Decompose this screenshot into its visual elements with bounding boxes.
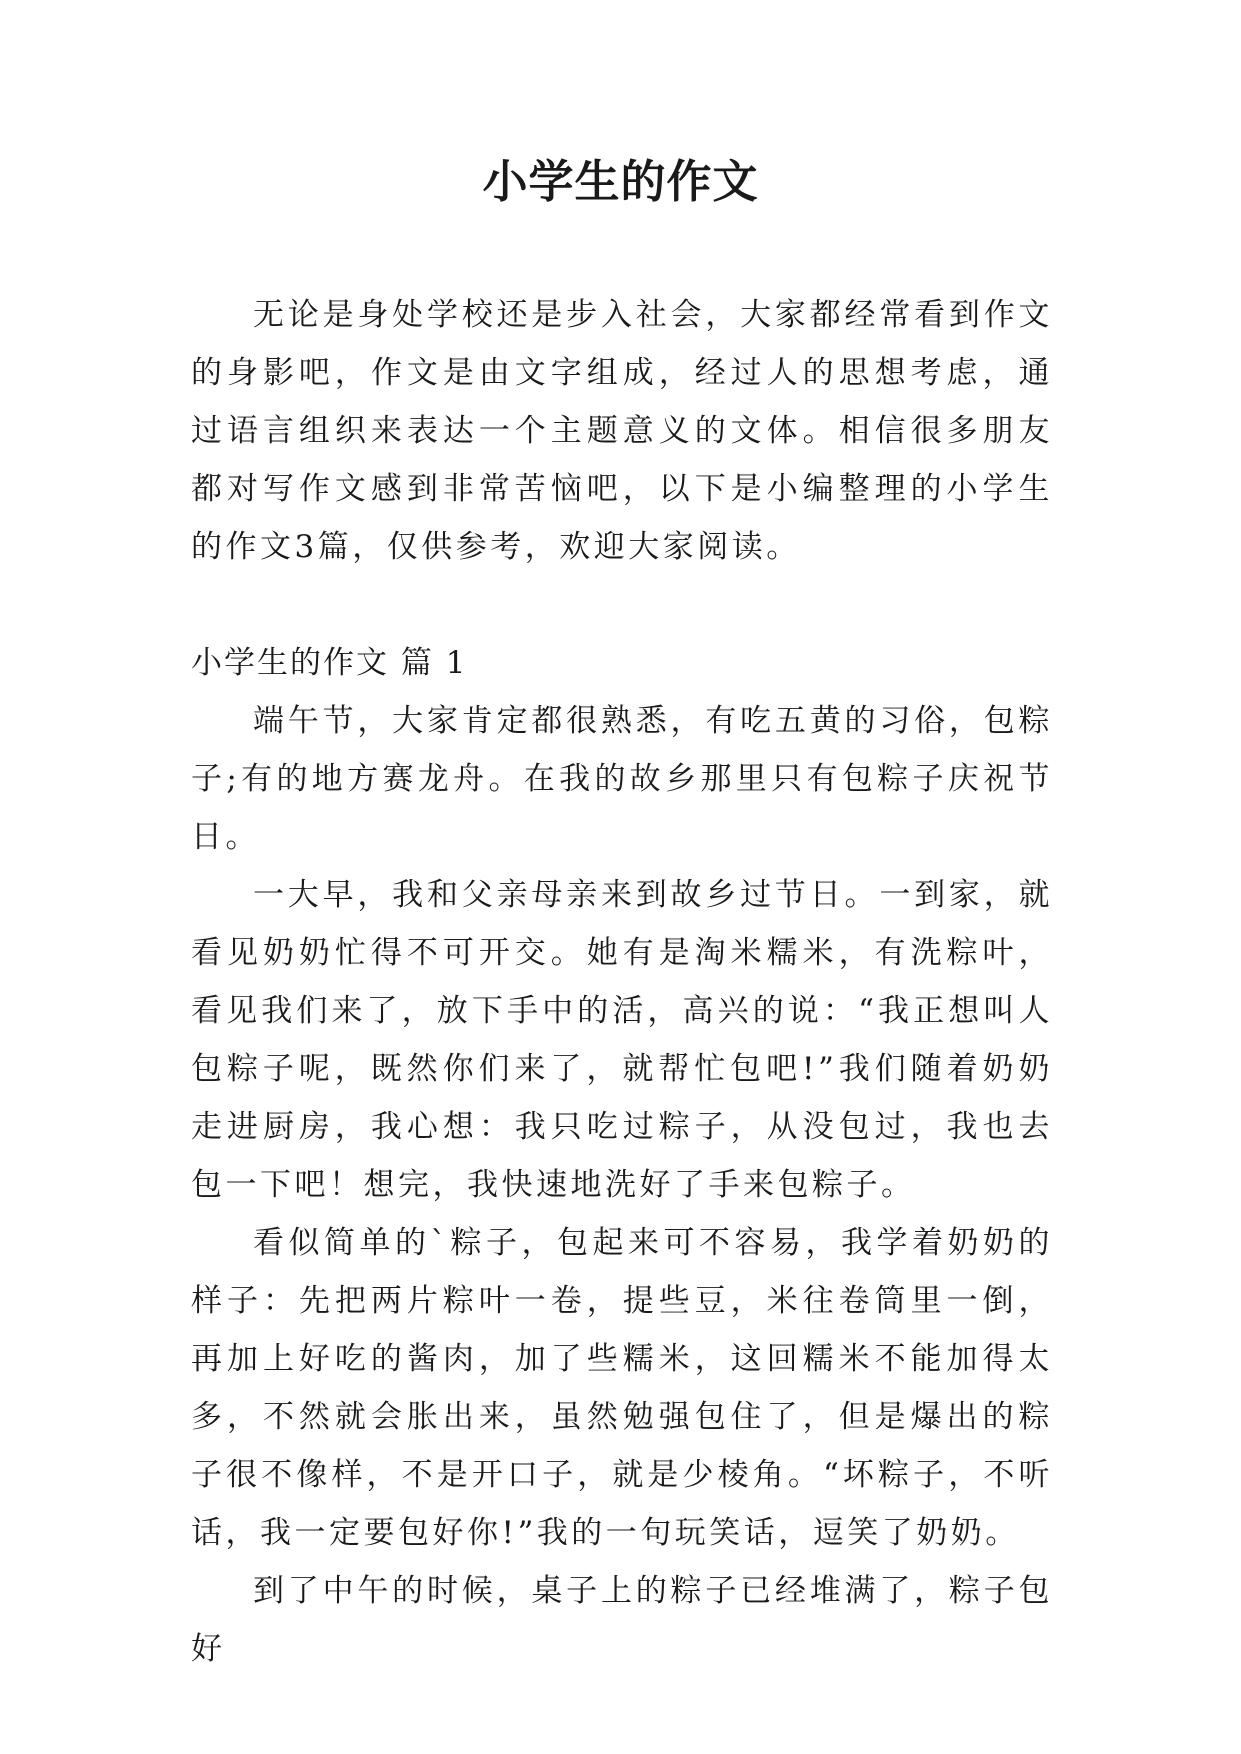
- body-paragraph: 到了中午的时候，桌子上的粽子已经堆满了，粽子包好: [191, 1573, 1053, 1667]
- intro-paragraph: 无论是身处学校还是步入社会，大家都经常看到作文的身影吧，作文是由文字组成，经过人的思想考虑，通过语言组织来表达一个主题意义的文体。相信很多朋友都对写作文感到非常苦恼吧，以下是小编整理的小学生的作文3篇，仅供参考，欢迎大家阅读。: [191, 297, 1053, 565]
- body-paragraph: 一大早，我和父亲母亲来到故乡过节日。一到家，就看见奶奶忙得不可开交。她有是淘米糯米，有洗粽叶，看见我们来了，放下手中的活，高兴的说：“我正想叫人包粽子呢，既然你们来了，就帮忙包吧!”我们随着奶奶走进厨房，我心想：我只吃过粽子，从没包过，我也去包一下吧！想完，我快速地洗好了手来包粽子。: [191, 877, 1053, 1203]
- body-paragraph: 端午节，大家肯定都很熟悉，有吃五黄的习俗，包粽子;有的地方赛龙舟。在我的故乡那里只有包粽子庆祝节日。: [191, 703, 1053, 855]
- document-body: [191, 286, 1053, 1678]
- section-heading: 小学生的作文 篇 1: [191, 645, 468, 681]
- document-title: 小学生的作文: [482, 155, 759, 208]
- body-paragraph: 看似简单的`粽子，包起来可不容易，我学着奶奶的样子：先把两片粽叶一卷，提些豆，米往卷筒里一倒，再加上好吃的酱肉，加了些糯米，这回糯米不能加得太多，不然就会胀出来，虽然勉强包住了，但是爆出的粽子很不像样，不是开口子，就是少棱角。“坏粽子，不听话，我一定要包好你!”我的一句玩笑话，逗笑了奶奶。: [191, 1225, 1053, 1551]
